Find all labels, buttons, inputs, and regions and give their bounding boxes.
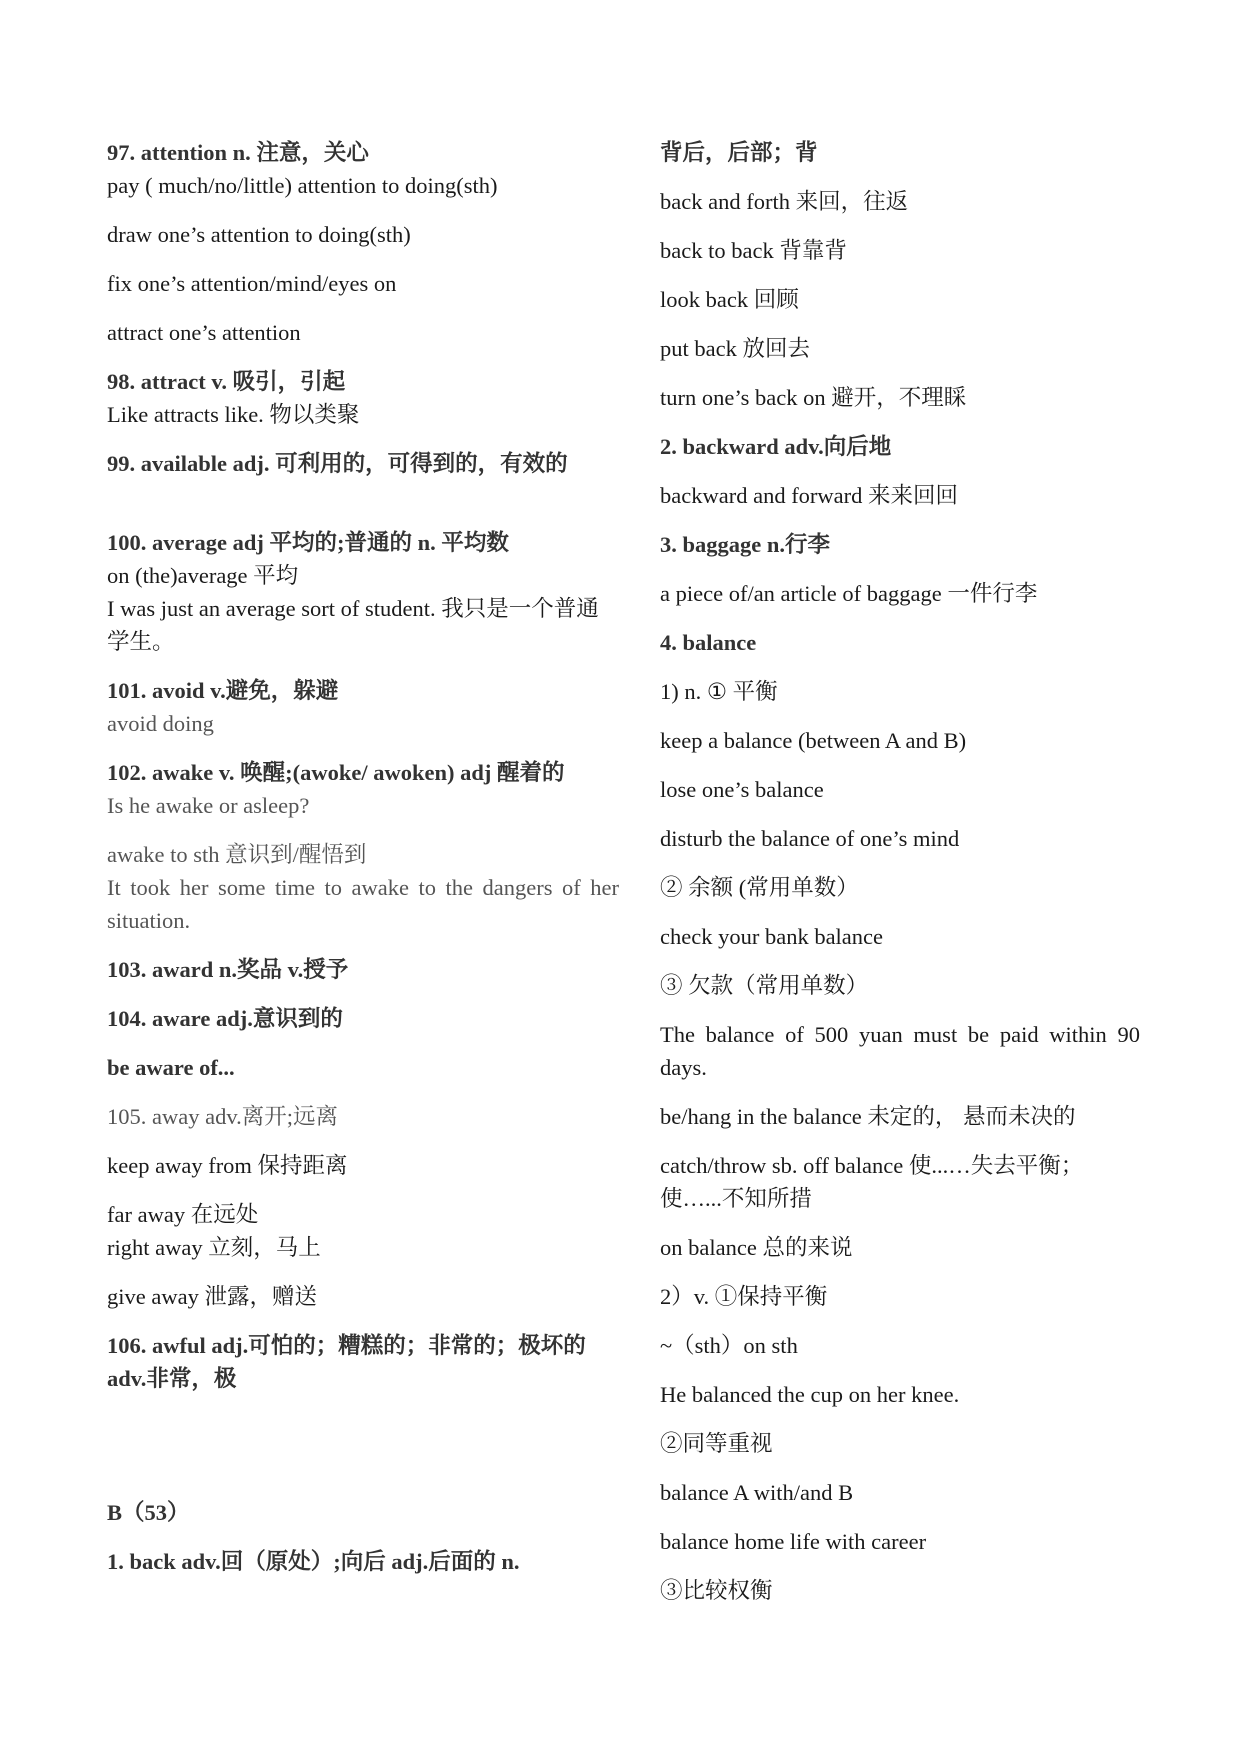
right-text-line: The balance of 500 yuan must be paid within 90 days. <box>660 1022 1140 1080</box>
left-entry-heading: 101. avoid v.避免，躲避 <box>107 678 339 703</box>
right-text-line: back and forth 来回，往返 <box>660 189 909 214</box>
left-text-line: keep away from 保持距离 <box>107 1153 348 1178</box>
left-entry-heading: 106. awful adj.可怕的；糟糕的；非常的；极坏的 adv.非常，极 <box>107 1333 586 1391</box>
left-entry-heading: 98. attract v. 吸引，引起 <box>107 369 346 394</box>
right-text-line: be/hang in the balance 未定的， 悬而未决的 <box>660 1104 1076 1129</box>
right-text-line: backward and forward 来来回回 <box>660 483 959 508</box>
right-text-line: ②同等重视 <box>660 1431 773 1456</box>
left-text-line: I was just an average sort of student. 我只是一个普通学生。 <box>107 596 599 654</box>
left-text-line: awake to sth 意识到/醒悟到 <box>107 842 367 867</box>
left-entry-heading: 100. average adj 平均的;普通的 n. 平均数 <box>107 530 509 555</box>
left-text-line: far away 在远处 <box>107 1202 259 1227</box>
right-text-line: look back 回顾 <box>660 287 799 312</box>
left-entry-heading: 104. aware adj.意识到的 <box>107 1006 343 1031</box>
right-text-line: ② 余额 (常用单数） <box>660 875 859 900</box>
left-text-line: Like attracts like. 物以类聚 <box>107 402 360 427</box>
right-text-line: ③比较权衡 <box>660 1578 773 1603</box>
right-text-line: put back 放回去 <box>660 336 810 361</box>
left-text-line: draw one’s attention to doing(sth) <box>107 222 411 247</box>
left-entry-heading: 103. award n.奖品 v.授予 <box>107 957 349 982</box>
right-text-line: a piece of/an article of baggage 一件行李 <box>660 581 1038 606</box>
left-text-line: on (the)average 平均 <box>107 563 299 588</box>
left-column <box>107 136 619 1594</box>
right-text-line: balance A with/and B <box>660 1480 854 1505</box>
left-entry-heading: 1. back adv.回（原处）;向后 adj.后面的 n. <box>107 1549 520 1574</box>
left-entry-heading: be aware of... <box>107 1055 235 1080</box>
left-entry-heading: 97. attention n. 注意，关心 <box>107 140 369 165</box>
right-text-line: 2）v. ①保持平衡 <box>660 1284 828 1309</box>
right-text-line: keep a balance (between A and B) <box>660 728 967 753</box>
right-text-line: disturb the balance of one’s mind <box>660 826 960 851</box>
left-text-line: give away 泄露，赠送 <box>107 1284 317 1309</box>
left-text-line: right away 立刻，马上 <box>107 1235 321 1260</box>
right-entry-heading: 2. backward adv.向后地 <box>660 434 892 459</box>
left-text-line: attract one’s attention <box>107 320 301 345</box>
left-text-line: 105. away adv.离开;远离 <box>107 1104 338 1129</box>
left-text-line: pay ( much/no/little) attention to doing(sth) <box>107 173 498 198</box>
left-entry-heading: 102. awake v. 唤醒;(awoke/ awoken) adj 醒着的 <box>107 760 565 785</box>
right-text-line: on balance 总的来说 <box>660 1235 853 1260</box>
left-text-line: It took her some time to awake to the dangers of her situation. <box>107 875 619 933</box>
right-text-line: back to back 背靠背 <box>660 238 847 263</box>
right-entry-heading: 3. baggage n.行李 <box>660 532 831 557</box>
right-column <box>660 136 1140 1623</box>
right-text-line: 1) n. ① 平衡 <box>660 679 778 704</box>
left-text-line: Is he awake or asleep? <box>107 793 310 818</box>
left-text-line: fix one’s attention/mind/eyes on <box>107 271 397 296</box>
right-entry-heading: 4. balance <box>660 630 757 655</box>
left-entry-heading: B（53） <box>107 1500 190 1525</box>
right-text-line: lose one’s balance <box>660 777 824 802</box>
left-entry-heading: 99. available adj. 可利用的，可得到的，有效的 <box>107 451 568 476</box>
left-text-line: avoid doing <box>107 711 214 736</box>
right-text-line: check your bank balance <box>660 924 884 949</box>
right-text-line: catch/throw sb. off balance 使...…失去平衡；使…...不知所措 <box>660 1153 1084 1211</box>
right-entry-heading: 背后，后部；背 <box>660 140 818 165</box>
right-text-line: balance home life with career <box>660 1529 927 1554</box>
right-text-line: He balanced the cup on her knee. <box>660 1382 960 1407</box>
right-text-line: turn one’s back on 避开，不理睬 <box>660 385 967 410</box>
right-text-line: ~（sth）on sth <box>660 1333 798 1358</box>
right-text-line: ③ 欠款（常用单数） <box>660 973 869 998</box>
